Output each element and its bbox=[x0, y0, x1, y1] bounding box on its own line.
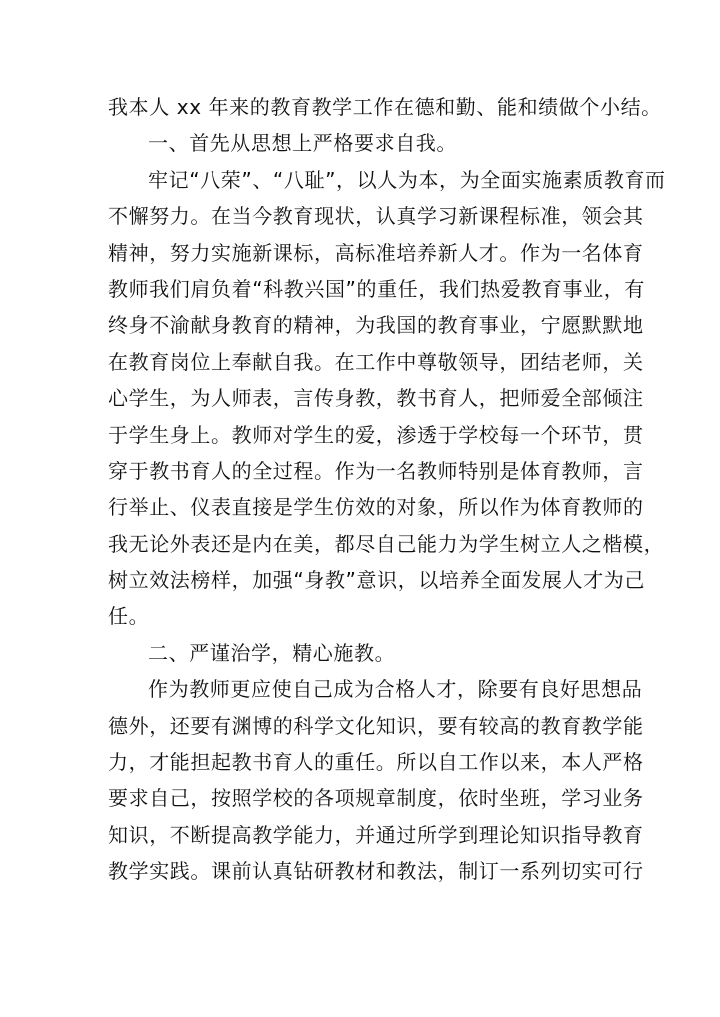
body-line: 我无论外表还是内在美，都尽自己能力为学生树立人之楷模， bbox=[108, 531, 665, 556]
body-line: 精神，努力实施新课标，高标准培养新人才。作为一名体育 bbox=[108, 240, 644, 265]
paragraph-first-line: 牢记“八荣”、“八耻”，以人为本，为全面实施素质教育而 bbox=[148, 167, 666, 192]
body-line: 穿于教书育人的全过程。作为一名教师特别是体育教师，言 bbox=[108, 458, 644, 483]
body-line: 教学实践。课前认真钻研教材和教法，制订一系列切实可行 bbox=[108, 859, 644, 884]
body-line: 心学生，为人师表，言传身教，教书育人，把师爱全部倾注 bbox=[108, 386, 644, 411]
paragraph-first-line: 作为教师更应使自己成为合格人才，除要有良好思想品 bbox=[148, 677, 643, 702]
body-line: 要求自己，按照学校的各项规章制度，依时坐班，学习业务 bbox=[108, 786, 644, 811]
body-line: 力，才能担起教书育人的重任。所以自工作以来，本人严格 bbox=[108, 750, 644, 775]
body-line: 在教育岗位上奉献自我。在工作中尊敬领导，团结老师，关 bbox=[108, 349, 644, 374]
document-body bbox=[108, 89, 666, 890]
section-heading: 二、严谨治学，精心施教。 bbox=[148, 640, 396, 665]
body-line: 于学生身上。教师对学生的爱，渗透于学校每一个环节，贯 bbox=[108, 422, 644, 447]
section-heading: 一、首先从思想上严格要求自我。 bbox=[148, 131, 457, 156]
body-line: 我本人 xx 年来的教育教学工作在德和勤、能和绩做个小结。 bbox=[108, 95, 662, 119]
body-line: 行举止、仪表直接是学生仿效的对象，所以作为体育教师的 bbox=[108, 495, 644, 520]
body-line: 教师我们肩负着“科教兴国”的重任，我们热爱教育事业，有 bbox=[108, 276, 645, 301]
body-line: 树立效法榜样，加强“身教”意识，以培养全面发展人才为己 bbox=[108, 568, 645, 593]
body-line: 知识，不断提高教学能力，并通过所学到理论知识指导教育 bbox=[108, 822, 644, 847]
body-line: 不懈努力。在当今教育现状，认真学习新课程标准，领会其 bbox=[108, 204, 644, 229]
body-line: 德外，还要有渊博的科学文化知识，要有较高的教育教学能 bbox=[108, 713, 644, 738]
body-line: 任。 bbox=[108, 604, 150, 629]
body-line: 终身不渝献身教育的精神，为我国的教育事业，宁愿默默地 bbox=[108, 313, 644, 338]
